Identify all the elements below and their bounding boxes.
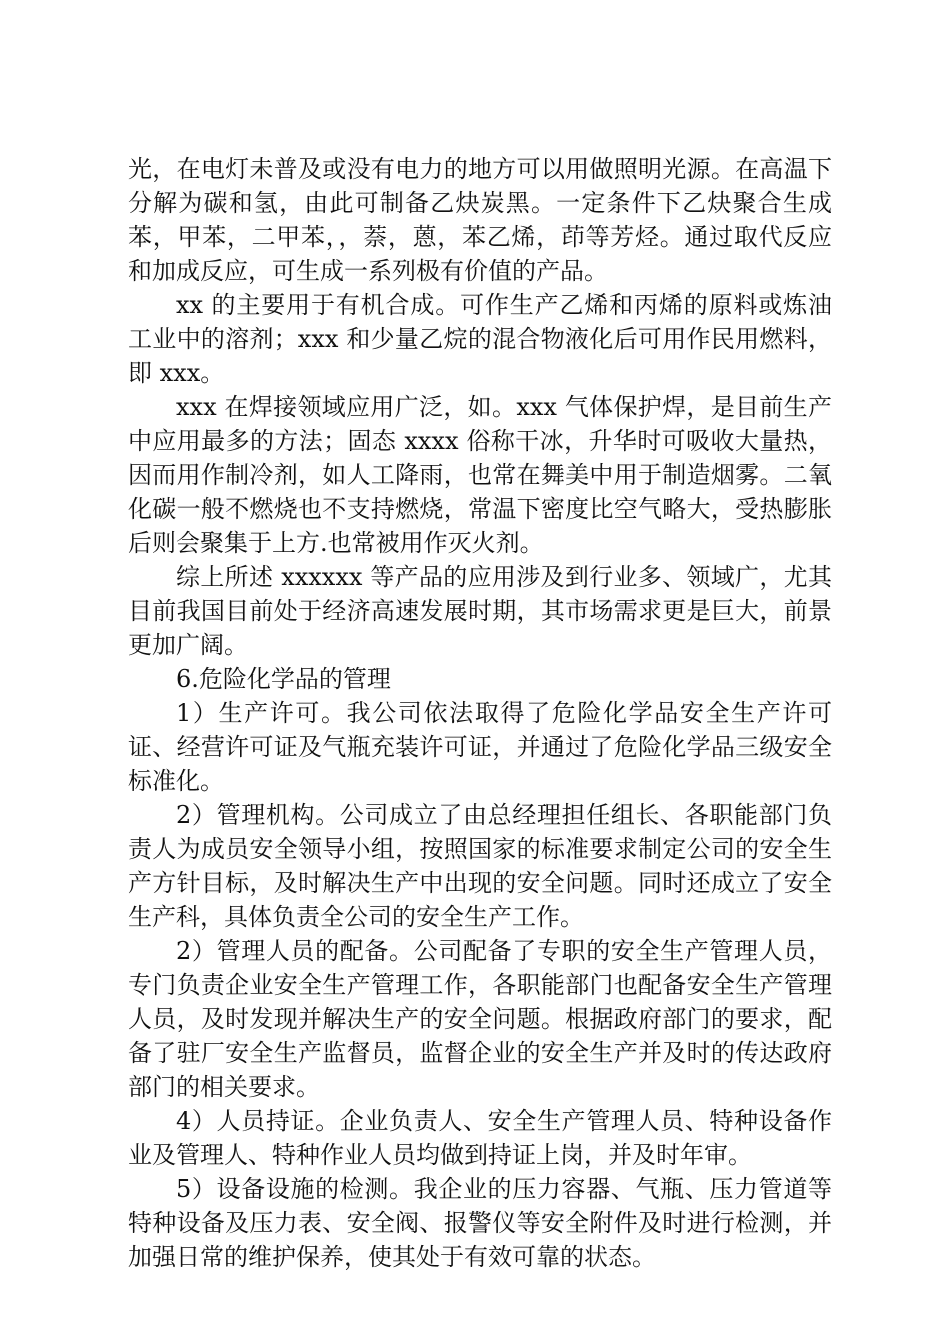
paragraph-certification: 4）人员持证。企业负责人、安全生产管理人员、特种设备作业及管理人、特种作业人员均做到持证上岗，并及时年审。	[128, 1107, 832, 1169]
paragraph-management-staffing: 2）管理人员的配备。公司配备了专职的安全生产管理人员，专门负责企业安全生产管理工作，各职能部门也配备安全生产管理人员，及时发现并解决生产的安全问题。根据政府部门的要求，配备了驻厂安全生产监督员，监督企业的安全生产并及时的传达政府部门的相关要求。	[128, 937, 832, 1101]
document-page	[128, 152, 832, 1274]
section-heading-hazardous-chemicals: 6.危险化学品的管理	[176, 665, 391, 693]
paragraph-production-license: 1）生产许可。我公司依法取得了危险化学品安全生产许可证、经营许可证及气瓶充装许可证，并通过了危险化学品三级安全标准化。	[128, 699, 832, 795]
paragraph-equipment-inspection: 5）设备设施的检测。我企业的压力容器、气瓶、压力管道等特种设备及压力表、安全阀、报警仪等安全附件及时进行检测，并加强日常的维护保养，使其处于有效可靠的状态。	[128, 1175, 832, 1271]
paragraph-organic-synthesis: xx 的主要用于有机合成。可作生产乙烯和丙烯的原料或炼油工业中的溶剂；xxx 和少量乙烷的混合物液化后可用作民用燃料，即 xxx。	[128, 291, 832, 387]
paragraph-welding-uses: xxx 在焊接领域应用广泛，如。xxx 气体保护焊，是目前生产中应用最多的方法；固态 xxxx 俗称干冰，升华时可吸收大量热，因而用作制冷剂，如人工降雨，也常在舞美中用于制造烟雾。二氧化碳一般不燃烧也不支持燃烧，常温下密度比空气略大，受热膨胀后则会聚集于上方.也常被用作灭火剂。	[128, 393, 832, 557]
paragraph-management-organization: 2）管理机构。公司成立了由总经理担任组长、各职能部门负责人为成员安全领导小组，按照国家的标准要求制定公司的安全生产方针目标，及时解决生产中出现的安全问题。同时还成立了安全生产科，具体负责全公司的安全生产工作。	[128, 801, 832, 931]
paragraph-acetylene-uses: 光，在电灯未普及或没有电力的地方可以用做照明光源。在高温下分解为碳和氢，由此可制备乙炔炭黑。一定条件下乙炔聚合生成苯，甲苯，二甲苯，，萘，蒽，苯乙烯，茚等芳烃。通过取代反应和加成反应，可生成一系列极有价值的产品。	[128, 155, 832, 285]
paragraph-summary: 综上所述 xxxxxx 等产品的应用涉及到行业多、领域广，尤其目前我国目前处于经济高速发展时期，其市场需求更是巨大，前景更加广阔。	[128, 563, 832, 659]
